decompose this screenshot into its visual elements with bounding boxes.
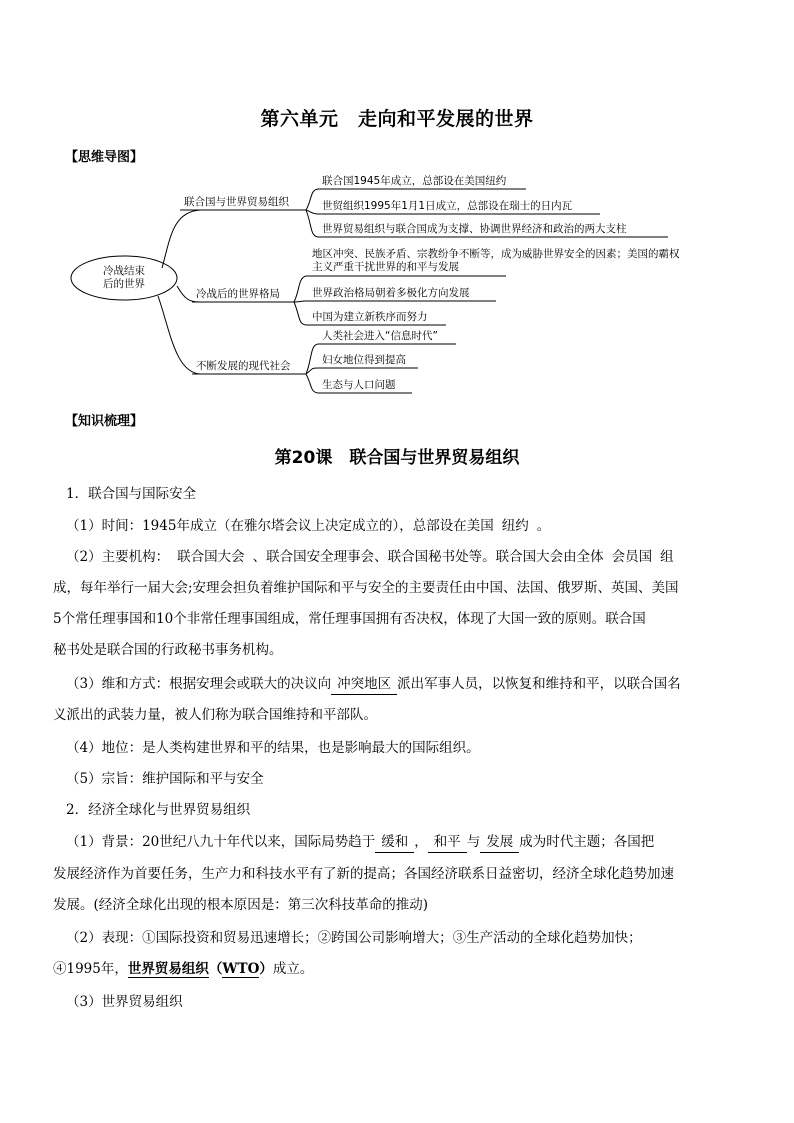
answer-blank: 缓和 [375,832,414,853]
paragraph: 发展经济作为首要任务，生产力和科技水平有了新的提高；各国经济联系日益密切，经济全球化趋势加速 [53,866,674,882]
mindmap-item: 世界贸易组织与联合国成为支撑、协调世界经济和政治的两大支柱 [322,223,627,235]
lesson-title: 第20课 联合国与世界贸易组织 [274,448,520,468]
paragraph: （2）主要机构： 联合国大会 、联合国安全理事会、联合国秘书处等。联合国大会由全体 会员国 组 [66,549,674,565]
connector-branch3 [158,296,200,374]
mindmap-item: 中国为建立新秩序而努力 [312,311,428,323]
paragraph: ④1995年，世界贸易组织（WTO）成立。 [53,961,314,977]
paragraph: （5）宗旨：维护国际和平与安全 [66,771,264,787]
mindmap-branch-post-cold-war: 冷战后的世界格局 [196,288,280,300]
connector-branch1 [162,210,200,268]
mindmap-branch-modern-society: 不断发展的现代社会 [196,360,291,372]
section2-heading: 2．经济全球化与世界贸易组织 [66,802,251,818]
mindmap-root: 冷战结束 后的世界 [103,265,145,290]
paragraph: （4）地位：是人类构建世界和平的结果，也是影响最大的国际组织。 [66,740,480,756]
section1-heading: 1．联合国与国际安全 [66,486,197,502]
knowledge-label: 【知识梳理】 [65,414,144,429]
mindmap-item: 人类社会进入“信息时代” [322,330,438,342]
paragraph: 5个常任理事国和10个非常任理事国组成，常任理事国拥有否决权，体现了大国一致的原则。联合国 [53,611,646,627]
mindmap-item: 世界政治格局朝着多极化方向发展 [312,287,470,299]
paragraph: （3）维和方式：根据安理会或联大的决议向 冲突地区 派出军事人员，以恢复和维持和平，以联合国名 [66,674,681,695]
answer-blank: 和平 [428,832,467,853]
answer-blank: 发展 [480,832,519,853]
mindmap-item: 联合国1945年成立，总部设在美国纽约 [322,175,507,187]
mindmap-item: 妇女地位得到提高 [322,354,406,366]
paragraph: 成，每年举行一届大会;安理会担负着维护国际和平与安全的主要责任由中国、法国、俄罗斯、英国、美国 [53,580,679,596]
paragraph: （3）世界贸易组织 [66,994,183,1010]
mindmap-branch-un-wto: 联合国与世界贸易组织 [184,196,289,208]
paragraph: （2）表现：①国际投资和贸易迅速增长；②跨国公司影响增大；③生产活动的全球化趋势加快； [66,930,642,946]
paragraph: （1）背景：20世纪八九十年代以来，国际局势趋于 缓和 ， 和平 与 发展 成为时代主题；各国把 [66,832,654,853]
mindmap-item: 生态与人口问题 [322,379,396,391]
paragraph: 秘书处是联合国的行政秘书事务机构。 [53,642,283,658]
answer-blank: 冲突地区 [331,674,397,695]
mindmap-item: 地区冲突、民族矛盾、宗教纷争不断等，成为威胁世界安全的因素；美国的霸权 主义严重干扰世界的和平与发展 [312,248,680,273]
paragraph: 发展。(经济全球化出现的根本原因是：第三次科技革命的推动) [53,897,429,913]
paragraph: 义派出的武装力量，被人们称为联合国维持和平部队。 [53,707,377,723]
page-title: 第六单元 走向和平发展的世界 [260,108,534,130]
paragraph: （1）时间：1945年成立（在雅尔塔会议上决定成立的），总部设在美国 纽约 。 [66,518,551,534]
mindmap-item: 世贸组织1995年1月1日成立，总部设在瑞士的日内瓦 [322,200,573,212]
mindmap-label: 【思维导图】 [65,150,144,165]
